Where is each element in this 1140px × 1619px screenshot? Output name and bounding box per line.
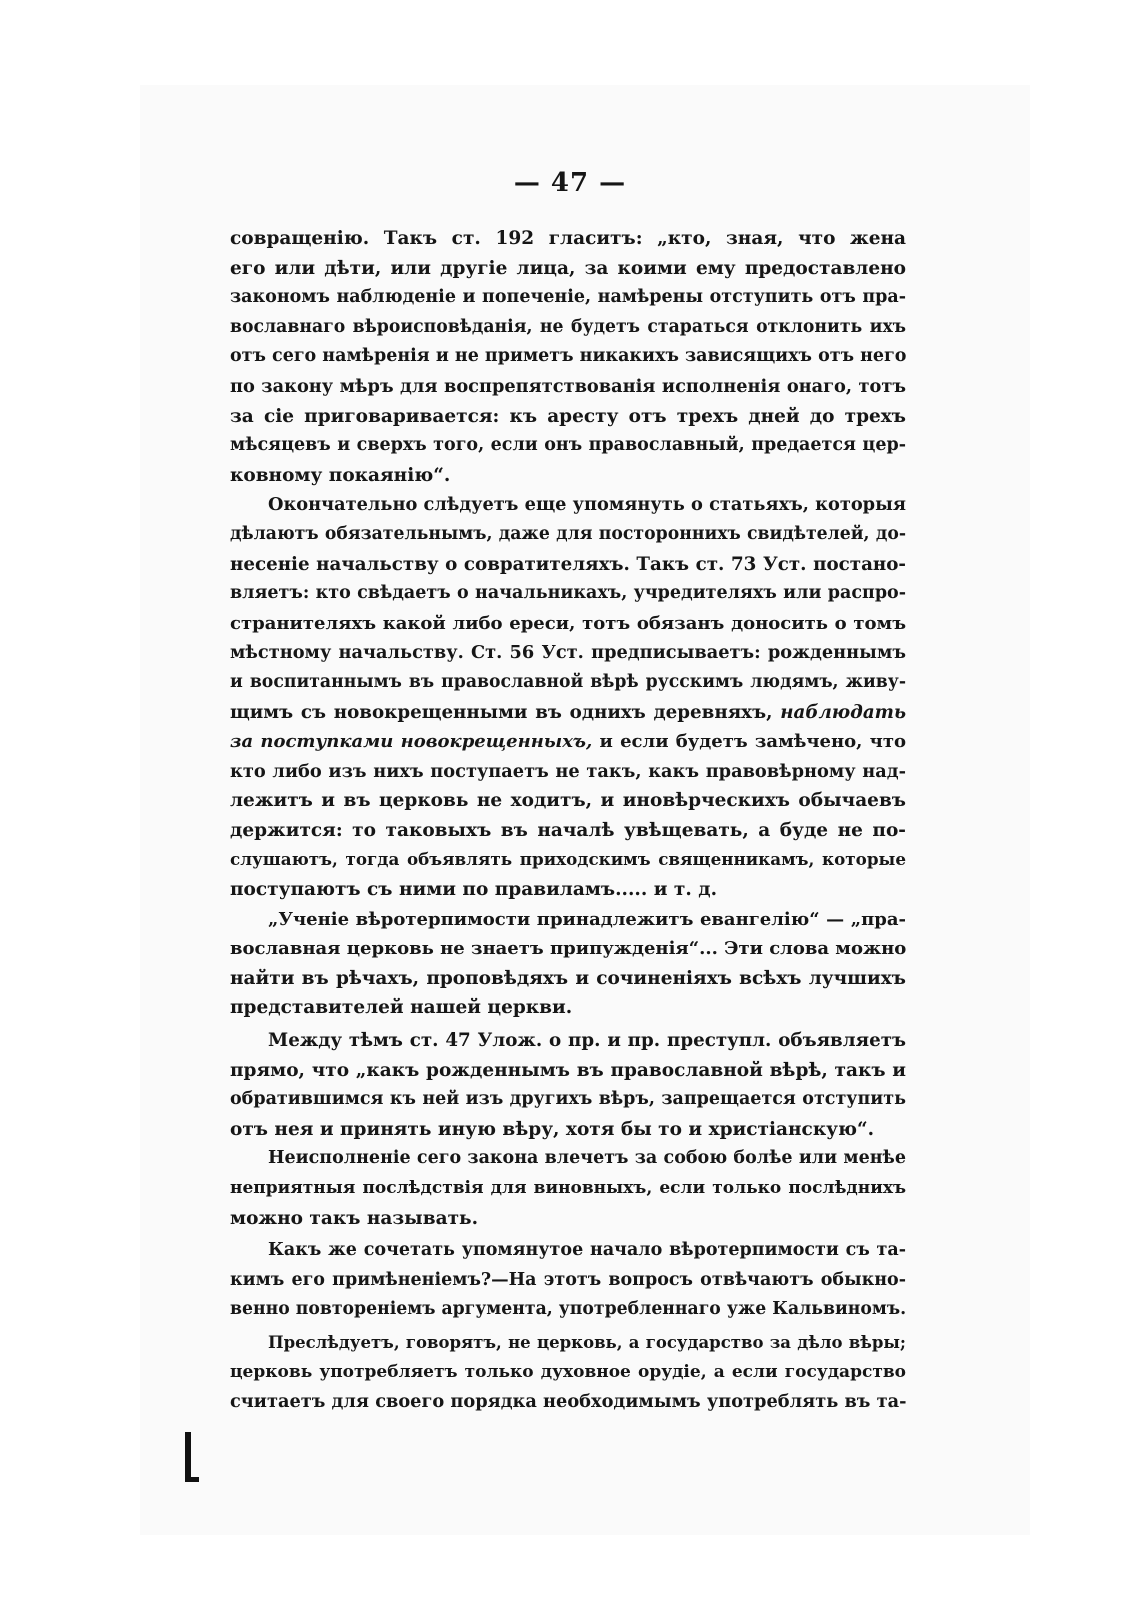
text-line: отъ сего намѣренія и не приметъ никакихъ зависящихъ отъ него — [230, 346, 906, 367]
text-line: странителяхъ какой либо ереси, тотъ обязанъ доносить о томъ — [230, 612, 906, 634]
text-line: Какъ же сочетать упомянутое начало вѣротерпимости съ та- — [268, 1240, 906, 1261]
text-line: вославнаго вѣроисповѣданія, не будетъ стараться отклонить ихъ — [230, 316, 906, 337]
text-line: неприятныя послѣдствія для виновныхъ, если только послѣднихъ — [230, 1178, 906, 1198]
text-line — [230, 727, 906, 757]
text-line: церковь употребляетъ только духовное орудіе, а если государство — [230, 1361, 906, 1382]
text-line: вляетъ: кто свѣдаетъ о начальникахъ, учредителяхъ или распро- — [230, 583, 906, 604]
italic-phrase: наблюдать — [780, 701, 906, 723]
text-line: мѣсяцевъ и сверхъ того, если онъ православный, предается цер- — [230, 435, 906, 456]
text-line: Между тѣмъ ст. 47 Улож. о пр. и пр. преступл. объявляетъ — [268, 1030, 906, 1052]
text-line: обратившимся къ ней изъ другихъ вѣръ, запрещается отступить — [230, 1089, 906, 1110]
text-line: вославная церковь не знаетъ припужденія“... Эти слова можно — [230, 938, 906, 960]
text-line: „Ученіе вѣротерпимости принадлежитъ евангелію“ — „пра- — [268, 908, 906, 930]
text-segment: и если будетъ замѣчено, что — [599, 731, 906, 753]
text-line: венно повтореніемъ аргумента, употребленнаго уже Кальвиномъ. — [230, 1299, 906, 1320]
text-segment: щимъ съ новокрещенными въ однихъ деревняхъ, — [230, 701, 773, 723]
text-line: лежитъ и въ церковь не ходитъ, и иновѣрческихъ обычаевъ — [230, 790, 906, 812]
text-line: кимъ его примѣненіемъ?—На этотъ вопросъ отвѣчаютъ обыкно- — [230, 1269, 906, 1290]
text-line: держится: то таковыхъ въ началѣ увѣщевать, а буде не по- — [230, 819, 906, 841]
text-line: считаетъ для своего порядка необходимымъ употреблять въ та- — [230, 1391, 906, 1413]
text-line: прямо, что „какъ рожденнымъ въ православной вѣрѣ, такъ и — [230, 1059, 906, 1081]
text-line: отъ нея и принять иную вѣру, хотя бы то и христіанскую“. — [230, 1118, 875, 1140]
text-line: и воспитаннымъ въ православной вѣрѣ русскимъ людямъ, живу- — [230, 671, 906, 692]
text-line: совращенію. Такъ ст. 192 гласитъ: „кто, зная, что жена — [230, 228, 906, 249]
text-line: поступаютъ съ ними по правиламъ..... и т. д. — [230, 879, 718, 901]
text-line: закономъ наблюденіе и попеченіе, намѣрены отступить отъ пра- — [230, 287, 906, 308]
text-line: слушаютъ, тогда объявлять приходскимъ священникамъ, которые — [230, 849, 906, 870]
text-line: за сіе приговаривается: къ аресту отъ трехъ дней до трехъ — [230, 405, 906, 427]
text-line: можно такъ называть. — [230, 1207, 479, 1229]
text-line: Неисполненіе сего закона влечетъ за собою болѣе или менѣе — [268, 1148, 906, 1169]
text-line: несеніе начальству о совратителяхъ. Такъ ст. 73 Уст. постано- — [230, 553, 906, 575]
text-line: ковному покаянію“. — [230, 464, 451, 486]
margin-mark — [185, 1432, 191, 1482]
text-line: Окончательно слѣдуетъ еще упомянуть о статьяхъ, которыя — [268, 494, 906, 516]
body-text — [230, 224, 906, 1417]
text-line: дѣлаютъ обязательнымъ, даже для постороннихъ свидѣтелей, до- — [230, 523, 906, 544]
text-line: мѣстному начальству. Ст. 56 Уст. предписываетъ: рожденнымъ — [230, 642, 906, 664]
text-line: кто либо изъ нихъ поступаетъ не такъ, какъ правовѣрному над- — [230, 760, 906, 782]
italic-phrase: за поступками новокрещенныхъ, — [230, 731, 593, 753]
text-line: его или дѣти, или другіе лица, за коими ему предоставлено — [230, 257, 906, 279]
text-line: найти въ рѣчахъ, проповѣдяхъ и сочиненіяхъ всѣхъ лучшихъ — [230, 967, 906, 989]
text-line — [230, 698, 906, 728]
page-number: — 47 — — [513, 168, 627, 198]
text-line: по закону мѣръ для воспрепятствованія исполненія онаго, тотъ — [230, 375, 906, 397]
text-line: Преслѣдуетъ, говорятъ, не церковь, а государство за дѣло вѣры; — [268, 1332, 906, 1352]
text-line: представителей нашей церкви. — [230, 997, 573, 1019]
